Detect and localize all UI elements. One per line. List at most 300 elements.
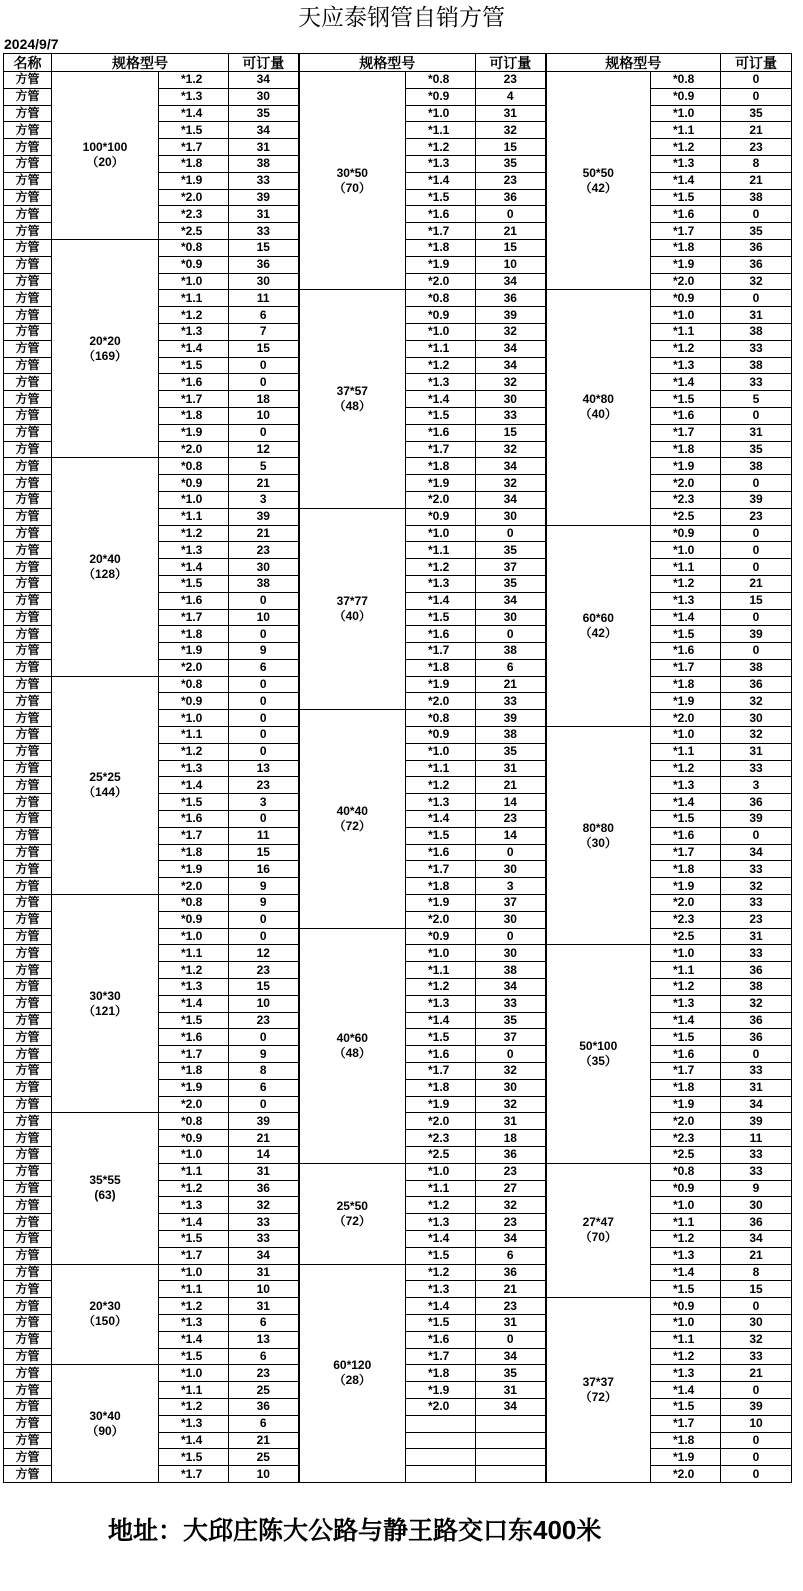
quantity-cell: 36 (721, 256, 792, 273)
thickness-cell: *0.9 (406, 307, 476, 324)
thickness-cell (406, 1466, 476, 1483)
product-name: 方管 (4, 1197, 52, 1214)
thickness-cell: *1.8 (651, 676, 721, 693)
thickness-cell: *0.8 (159, 1113, 229, 1130)
thickness-cell: *2.0 (651, 895, 721, 912)
quantity-cell: 0 (721, 1432, 792, 1449)
thickness-cell: *1.3 (159, 1314, 229, 1331)
thickness-cell: *1.3 (651, 155, 721, 172)
thickness-cell: *1.5 (159, 1348, 229, 1365)
thickness-cell: *1.2 (159, 962, 229, 979)
thickness-cell: *2.5 (651, 928, 721, 945)
thickness-cell: *1.0 (159, 1147, 229, 1164)
thickness-cell: *1.2 (651, 760, 721, 777)
address-line (108, 1514, 601, 1547)
quantity-cell: 34 (721, 1230, 792, 1247)
spec-size: 37*37 (582, 1375, 614, 1390)
quantity-cell: 31 (476, 1113, 546, 1130)
spec-group (299, 290, 406, 508)
header-spec: 规格型号 (52, 54, 229, 72)
thickness-cell: *2.0 (159, 441, 229, 458)
quantity-cell: 38 (476, 727, 546, 744)
thickness-cell: *1.6 (651, 1046, 721, 1063)
quantity-cell: 33 (721, 340, 792, 357)
thickness-cell: *1.8 (406, 1365, 476, 1382)
product-name: 方管 (4, 962, 52, 979)
quantity-cell: 39 (229, 508, 299, 525)
thickness-cell: *0.8 (159, 676, 229, 693)
thickness-cell: *1.4 (651, 1382, 721, 1399)
quantity-cell: 5 (721, 391, 792, 408)
thickness-cell: *1.7 (406, 643, 476, 660)
thickness-cell: *1.4 (651, 609, 721, 626)
quantity-cell: 36 (476, 1147, 546, 1164)
spec-count: （90） (86, 1423, 124, 1438)
quantity-cell: 15 (476, 424, 546, 441)
product-name: 方管 (4, 844, 52, 861)
thickness-cell: *1.4 (406, 811, 476, 828)
thickness-cell: *1.3 (651, 995, 721, 1012)
thickness-cell: *1.8 (406, 878, 476, 895)
quantity-cell: 3 (229, 794, 299, 811)
product-name: 方管 (4, 659, 52, 676)
quantity-cell: 10 (229, 1281, 299, 1298)
thickness-cell: *1.6 (159, 374, 229, 391)
thickness-cell: *1.9 (406, 475, 476, 492)
product-name: 方管 (4, 223, 52, 240)
thickness-cell: *1.7 (159, 1247, 229, 1264)
thickness-cell: *1.5 (406, 189, 476, 206)
quantity-cell: 15 (229, 239, 299, 256)
thickness-cell: *1.9 (651, 878, 721, 895)
spec-count: （40） (333, 609, 371, 623)
quantity-cell: 38 (229, 155, 299, 172)
thickness-cell: *1.0 (406, 323, 476, 340)
product-name: 方管 (4, 743, 52, 760)
quantity-cell: 21 (229, 1130, 299, 1147)
spec-count: （48） (333, 399, 371, 414)
thickness-cell: *1.4 (406, 1230, 476, 1247)
thickness-cell: *1.4 (159, 777, 229, 794)
thickness-cell: *2.0 (406, 911, 476, 928)
quantity-cell: 33 (721, 895, 792, 912)
quantity-cell: 0 (721, 407, 792, 424)
thickness-cell: *1.7 (651, 659, 721, 676)
quantity-cell: 10 (229, 609, 299, 626)
product-name: 方管 (4, 1331, 52, 1348)
quantity-cell: 34 (476, 491, 546, 508)
quantity-cell: 39 (229, 189, 299, 206)
thickness-cell: *1.6 (406, 1046, 476, 1063)
thickness-cell: *1.0 (651, 542, 721, 559)
spec-count: （70） (333, 180, 371, 195)
thickness-cell: *2.0 (406, 1398, 476, 1415)
quantity-cell: 8 (721, 1264, 792, 1281)
product-name: 方管 (4, 626, 52, 643)
product-name: 方管 (4, 559, 52, 576)
quantity-cell: 0 (229, 357, 299, 374)
product-name: 方管 (4, 727, 52, 744)
thickness-cell: *1.2 (406, 777, 476, 794)
quantity-cell: 23 (476, 1214, 546, 1231)
quantity-cell: 21 (229, 475, 299, 492)
thickness-cell: *0.8 (406, 290, 476, 307)
quantity-cell: 35 (476, 743, 546, 760)
product-name: 方管 (4, 424, 52, 441)
quantity-cell: 0 (476, 206, 546, 223)
product-name: 方管 (4, 72, 52, 89)
product-name: 方管 (4, 928, 52, 945)
quantity-cell: 30 (476, 945, 546, 962)
thickness-cell: *1.0 (159, 273, 229, 290)
thickness-cell: *1.5 (651, 1281, 721, 1298)
quantity-cell: 0 (721, 1466, 792, 1483)
thickness-cell: *1.4 (651, 1012, 721, 1029)
spec-size: 20*30 (89, 1299, 121, 1314)
thickness-cell: *1.8 (651, 1079, 721, 1096)
quantity-cell: 21 (229, 1432, 299, 1449)
quantity-cell (476, 1449, 546, 1466)
quantity-cell: 33 (721, 1163, 792, 1180)
table-row (4, 1264, 792, 1281)
thickness-cell: *1.5 (651, 626, 721, 643)
product-name: 方管 (4, 1012, 52, 1029)
quantity-cell: 39 (721, 626, 792, 643)
thickness-cell: *1.4 (159, 1214, 229, 1231)
spec-count: (63) (94, 1188, 116, 1203)
quantity-cell: 0 (721, 559, 792, 576)
quantity-cell: 33 (721, 374, 792, 391)
quantity-cell: 31 (229, 206, 299, 223)
thickness-cell: *1.4 (159, 1331, 229, 1348)
product-name: 方管 (4, 945, 52, 962)
quantity-cell: 23 (229, 777, 299, 794)
quantity-cell: 0 (229, 1096, 299, 1113)
quantity-cell: 37 (476, 559, 546, 576)
thickness-cell: *1.3 (159, 542, 229, 559)
thickness-cell: *2.0 (651, 1466, 721, 1483)
product-name: 方管 (4, 911, 52, 928)
spec-size: 20*40 (89, 552, 121, 566)
spec-size: 60*60 (582, 610, 614, 625)
quantity-cell: 30 (476, 508, 546, 525)
spec-count: （72） (579, 1390, 617, 1405)
spec-size: 40*80 (582, 392, 614, 407)
quantity-cell: 34 (476, 458, 546, 475)
thickness-cell: *1.0 (159, 710, 229, 727)
header-name: 名称 (4, 54, 52, 72)
quantity-cell: 34 (229, 1247, 299, 1264)
thickness-cell: *1.5 (651, 1398, 721, 1415)
spec-size: 100*100 (82, 140, 128, 155)
quantity-cell: 33 (476, 995, 546, 1012)
quantity-cell: 36 (721, 1214, 792, 1231)
thickness-cell: *1.7 (651, 424, 721, 441)
quantity-cell: 9 (229, 643, 299, 660)
product-name: 方管 (4, 861, 52, 878)
header-qty: 可订量 (476, 54, 546, 72)
thickness-cell: *0.8 (159, 458, 229, 475)
thickness-cell: *1.7 (159, 391, 229, 408)
thickness-cell: *0.9 (406, 928, 476, 945)
quantity-cell: 0 (229, 743, 299, 760)
quantity-cell: 6 (229, 1314, 299, 1331)
quantity-cell: 38 (721, 357, 792, 374)
quantity-cell: 21 (721, 575, 792, 592)
thickness-cell: *1.8 (406, 239, 476, 256)
product-name: 方管 (4, 676, 52, 693)
thickness-cell: *1.6 (159, 1029, 229, 1046)
spec-count: （72） (333, 1213, 371, 1228)
thickness-cell: *1.0 (651, 1197, 721, 1214)
thickness-cell: *2.3 (159, 206, 229, 223)
quantity-cell: 38 (721, 189, 792, 206)
quantity-cell: 10 (721, 1415, 792, 1432)
thickness-cell: *1.5 (651, 811, 721, 828)
quantity-cell: 38 (476, 643, 546, 660)
spec-group (52, 676, 159, 894)
quantity-cell: 31 (721, 743, 792, 760)
thickness-cell: *2.0 (651, 1113, 721, 1130)
thickness-cell: *1.2 (406, 559, 476, 576)
thickness-cell: *2.5 (651, 508, 721, 525)
quantity-cell: 33 (721, 861, 792, 878)
quantity-cell: 30 (476, 911, 546, 928)
product-name: 方管 (4, 1180, 52, 1197)
spec-group (52, 1264, 159, 1365)
thickness-cell: *1.6 (651, 206, 721, 223)
thickness-cell: *1.9 (159, 861, 229, 878)
spec-group (546, 72, 651, 290)
quantity-cell: 3 (229, 491, 299, 508)
spec-group (546, 290, 651, 525)
thickness-cell: *1.2 (159, 72, 229, 89)
header-spec: 规格型号 (546, 54, 721, 72)
thickness-cell: *1.3 (406, 575, 476, 592)
quantity-cell: 7 (229, 323, 299, 340)
quantity-cell: 38 (476, 962, 546, 979)
thickness-cell: *1.5 (159, 794, 229, 811)
spec-size: 37*57 (336, 384, 368, 399)
spec-count: （169） (82, 348, 128, 363)
thickness-cell: *0.9 (651, 1180, 721, 1197)
spec-size: 30*40 (89, 1408, 121, 1423)
quantity-cell: 31 (229, 139, 299, 156)
spec-count: （48） (333, 1045, 371, 1060)
thickness-cell: *1.3 (651, 777, 721, 794)
quantity-cell: 10 (476, 256, 546, 273)
quantity-cell: 0 (476, 928, 546, 945)
quantity-cell: 31 (476, 760, 546, 777)
thickness-cell: *1.7 (406, 1348, 476, 1365)
thickness-cell: *1.5 (159, 575, 229, 592)
product-name: 方管 (4, 693, 52, 710)
thickness-cell: *1.7 (159, 1046, 229, 1063)
thickness-cell: *0.8 (159, 239, 229, 256)
product-name: 方管 (4, 1230, 52, 1247)
date-label: 2024/9/7 (4, 36, 59, 52)
quantity-cell: 39 (721, 491, 792, 508)
spec-size: 80*80 (582, 820, 614, 835)
quantity-cell: 15 (721, 592, 792, 609)
product-name: 方管 (4, 995, 52, 1012)
quantity-cell: 23 (476, 1298, 546, 1315)
thickness-cell: *1.8 (651, 441, 721, 458)
quantity-cell: 30 (476, 609, 546, 626)
address-distance: 400 (533, 1515, 577, 1545)
thickness-cell: *2.0 (406, 491, 476, 508)
thickness-cell: *1.9 (651, 693, 721, 710)
thickness-cell: *1.6 (406, 424, 476, 441)
quantity-cell: 38 (229, 575, 299, 592)
quantity-cell: 32 (721, 727, 792, 744)
quantity-cell: 32 (476, 1063, 546, 1080)
quantity-cell: 39 (476, 710, 546, 727)
quantity-cell: 15 (476, 139, 546, 156)
product-name: 方管 (4, 441, 52, 458)
quantity-cell: 0 (229, 424, 299, 441)
quantity-cell: 21 (476, 777, 546, 794)
spec-group (299, 710, 406, 928)
product-name: 方管 (4, 155, 52, 172)
quantity-cell: 36 (721, 962, 792, 979)
thickness-cell: *1.2 (651, 979, 721, 996)
spec-size: 40*60 (336, 1030, 368, 1045)
quantity-cell: 0 (721, 827, 792, 844)
thickness-cell: *2.0 (159, 1096, 229, 1113)
thickness-cell: *1.9 (159, 643, 229, 660)
document-title: 天应泰钢管自销方管 (298, 5, 505, 31)
quantity-cell: 34 (229, 72, 299, 89)
quantity-cell: 30 (476, 391, 546, 408)
quantity-cell: 6 (229, 1079, 299, 1096)
quantity-cell: 10 (229, 1466, 299, 1483)
product-name: 方管 (4, 458, 52, 475)
quantity-cell: 36 (229, 256, 299, 273)
thickness-cell: *1.8 (159, 844, 229, 861)
quantity-cell: 11 (229, 290, 299, 307)
quantity-cell: 33 (721, 760, 792, 777)
product-name: 方管 (4, 290, 52, 307)
quantity-cell: 0 (229, 727, 299, 744)
quantity-cell: 0 (721, 1298, 792, 1315)
quantity-cell: 33 (229, 1214, 299, 1231)
quantity-cell: 34 (476, 1348, 546, 1365)
quantity-cell: 0 (229, 928, 299, 945)
thickness-cell: *0.9 (651, 1298, 721, 1315)
header-spec: 规格型号 (299, 54, 476, 72)
spec-group (299, 508, 406, 710)
thickness-cell: *0.8 (651, 72, 721, 89)
quantity-cell: 15 (229, 979, 299, 996)
quantity-cell: 35 (229, 105, 299, 122)
quantity-cell: 23 (229, 1012, 299, 1029)
product-name: 方管 (4, 256, 52, 273)
thickness-cell (406, 1415, 476, 1432)
spec-group (546, 945, 651, 1163)
product-name: 方管 (4, 88, 52, 105)
product-name: 方管 (4, 323, 52, 340)
thickness-cell: *1.1 (406, 340, 476, 357)
thickness-cell: *2.0 (406, 693, 476, 710)
thickness-cell: *1.1 (651, 743, 721, 760)
quantity-cell: 39 (721, 1113, 792, 1130)
quantity-cell: 33 (229, 223, 299, 240)
quantity-cell: 16 (229, 861, 299, 878)
quantity-cell: 36 (229, 1180, 299, 1197)
product-name: 方管 (4, 340, 52, 357)
spec-group (52, 1113, 159, 1264)
spec-size: 30*30 (89, 988, 121, 1003)
thickness-cell: *2.3 (651, 491, 721, 508)
thickness-cell: *1.5 (406, 827, 476, 844)
spec-group (52, 458, 159, 676)
thickness-cell: *1.9 (406, 1096, 476, 1113)
thickness-cell: *1.5 (406, 1314, 476, 1331)
quantity-cell: 0 (721, 206, 792, 223)
quantity-cell: 34 (721, 844, 792, 861)
spec-group (299, 928, 406, 1163)
quantity-cell: 18 (229, 391, 299, 408)
spec-count: （72） (333, 818, 371, 833)
quantity-cell: 36 (476, 290, 546, 307)
spec-count: （42） (579, 180, 617, 195)
thickness-cell: *1.2 (651, 139, 721, 156)
quantity-cell: 0 (721, 1382, 792, 1399)
quantity-cell: 0 (476, 844, 546, 861)
quantity-cell: 10 (229, 407, 299, 424)
thickness-cell: *1.4 (406, 391, 476, 408)
thickness-cell: *1.2 (159, 743, 229, 760)
thickness-cell: *1.0 (406, 1163, 476, 1180)
thickness-cell: *1.1 (159, 1382, 229, 1399)
thickness-cell: *1.4 (406, 172, 476, 189)
thickness-cell: *1.8 (159, 155, 229, 172)
quantity-cell: 30 (229, 273, 299, 290)
quantity-cell: 32 (721, 693, 792, 710)
quantity-cell: 32 (721, 1331, 792, 1348)
spec-count: （42） (579, 625, 617, 640)
quantity-cell: 0 (721, 609, 792, 626)
thickness-cell: *0.8 (651, 1163, 721, 1180)
thickness-cell: *1.3 (159, 1415, 229, 1432)
thickness-cell: *1.3 (651, 357, 721, 374)
thickness-cell: *1.9 (159, 424, 229, 441)
quantity-cell: 21 (476, 676, 546, 693)
product-name: 方管 (4, 1264, 52, 1281)
spec-group (299, 72, 406, 290)
quantity-cell: 36 (721, 676, 792, 693)
thickness-cell: *1.4 (651, 172, 721, 189)
thickness-cell: *1.1 (651, 559, 721, 576)
quantity-cell: 9 (229, 895, 299, 912)
thickness-cell: *1.6 (651, 407, 721, 424)
quantity-cell: 23 (476, 1163, 546, 1180)
quantity-cell: 0 (721, 542, 792, 559)
thickness-cell: *2.0 (159, 878, 229, 895)
thickness-cell: *1.8 (651, 239, 721, 256)
quantity-cell: 36 (476, 1264, 546, 1281)
thickness-cell: *1.4 (406, 1298, 476, 1315)
thickness-cell: *1.1 (651, 323, 721, 340)
quantity-cell: 31 (721, 1079, 792, 1096)
quantity-cell: 0 (229, 693, 299, 710)
thickness-cell: *2.0 (406, 273, 476, 290)
thickness-cell: *1.2 (651, 1348, 721, 1365)
address-text: 地址：大邱庄陈大公路与静王路交口东 (108, 1516, 534, 1545)
quantity-cell: 30 (229, 559, 299, 576)
quantity-cell: 6 (229, 1348, 299, 1365)
